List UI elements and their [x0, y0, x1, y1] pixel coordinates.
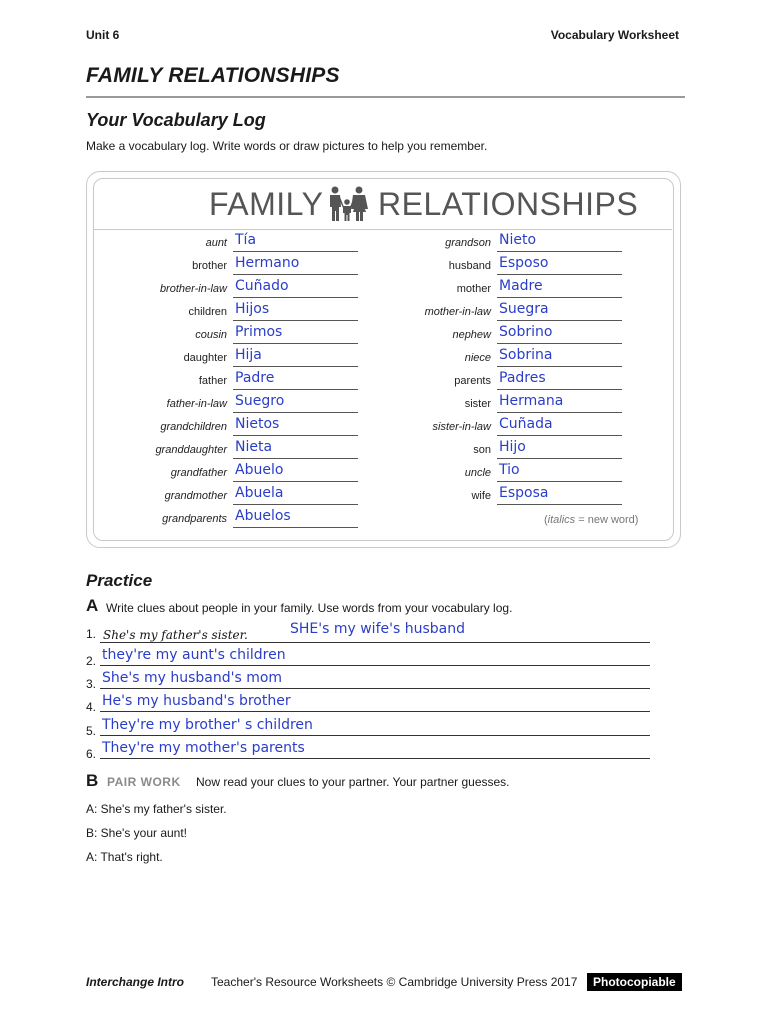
clue-line: [100, 665, 650, 666]
vocab-answer[interactable]: Hijo: [499, 439, 526, 455]
vocab-word: grandchildren: [160, 421, 227, 433]
clue-number: 4.: [86, 700, 97, 714]
vocab-answer[interactable]: Madre: [499, 278, 543, 294]
clue-row: [86, 693, 650, 717]
vocab-answer[interactable]: Suegra: [499, 301, 549, 317]
vocab-answer[interactable]: Cuñada: [499, 416, 553, 432]
clue-row: [86, 621, 650, 648]
clue-answer[interactable]: She's my husband's mom: [102, 670, 283, 686]
vocab-answer[interactable]: Nieto: [499, 232, 537, 248]
clue-number: 1.: [86, 627, 97, 641]
vocab-answer[interactable]: Abuela: [235, 485, 284, 501]
vocab-answer[interactable]: Tio: [499, 462, 520, 478]
answer-line: [497, 320, 622, 321]
clue-line: [100, 735, 650, 736]
vocab-answer[interactable]: Esposo: [499, 255, 549, 271]
vocab-word: parents: [454, 375, 491, 387]
vocab-row: [0, 254, 768, 276]
unit-label: Unit 6: [86, 28, 120, 42]
clue-line: [100, 711, 650, 712]
footer-book-title: Interchange Intro: [86, 975, 185, 989]
vocab-word: brother: [192, 260, 227, 272]
clue-example: She's my father's sister.: [103, 628, 248, 642]
answer-line: [497, 412, 622, 413]
answer-line: [497, 435, 622, 436]
vocab-word: nephew: [452, 329, 491, 341]
vocab-answer[interactable]: Padres: [499, 370, 546, 386]
vocab-answer[interactable]: Padre: [235, 370, 275, 386]
clue-row: [86, 740, 650, 764]
vocab-answer[interactable]: Sobrina: [499, 347, 553, 363]
vocab-word: wife: [471, 490, 491, 502]
practice-heading: Practice: [86, 571, 153, 590]
answer-line: [497, 251, 622, 252]
vocab-answer[interactable]: Hijos: [235, 301, 270, 317]
vocab-row: [0, 415, 768, 437]
exercise-b-letter: B: [86, 771, 99, 790]
vocab-word: cousin: [195, 329, 227, 341]
answer-line: [233, 527, 358, 528]
clue-answer[interactable]: SHE's my wife's husband: [290, 621, 465, 637]
clue-number: 5.: [86, 724, 97, 738]
worksheet-label: Vocabulary Worksheet: [550, 28, 679, 42]
vocab-word: husband: [448, 260, 491, 272]
title-divider: [86, 96, 685, 98]
vocab-row: [0, 461, 768, 483]
banner-divider: [94, 229, 672, 230]
vocab-word: daughter: [183, 352, 227, 364]
vocab-answer[interactable]: Abuelos: [235, 508, 291, 524]
clue-number: 6.: [86, 747, 97, 761]
vocab-word: father-in-law: [166, 398, 227, 410]
vocab-word: niece: [464, 352, 491, 364]
vocab-word: grandmother: [164, 490, 227, 502]
vocab-log-instructions: Make a vocabulary log. Write words or draw pictures to help you remember.: [86, 139, 488, 153]
vocab-word: grandson: [445, 237, 491, 249]
vocab-answer[interactable]: Tía: [235, 232, 257, 248]
vocab-word: mother-in-law: [424, 306, 491, 318]
footer-credit: Teacher's Resource Worksheets © Cambridge University Press 2017: [211, 975, 578, 989]
answer-line: [497, 343, 622, 344]
vocab-row: [0, 484, 768, 506]
vocab-row: [0, 300, 768, 322]
vocab-row: [0, 392, 768, 414]
photocopiable-badge: Photocopiable: [587, 973, 682, 991]
vocab-row: [0, 346, 768, 368]
clue-line: [100, 758, 650, 759]
dialogue-line: A: She's my father's sister.: [86, 802, 227, 816]
vocab-answer[interactable]: Hermano: [235, 255, 300, 271]
vocab-answer[interactable]: Cuñado: [235, 278, 289, 294]
exercise-a-letter: A: [86, 596, 99, 615]
vocab-answer[interactable]: Nietos: [235, 416, 280, 432]
family-icon: [326, 186, 368, 222]
vocab-row: [0, 277, 768, 299]
italics-note: (italics = new word): [544, 514, 639, 526]
vocab-answer[interactable]: Suegro: [235, 393, 285, 409]
clue-answer[interactable]: He's my husband's brother: [102, 693, 291, 709]
vocab-word: son: [473, 444, 491, 456]
italics-word: italics: [547, 514, 576, 526]
vocab-word: children: [188, 306, 227, 318]
clue-answer[interactable]: they're my aunt's children: [102, 647, 286, 663]
clue-line: [100, 642, 650, 643]
vocab-word: mother: [456, 283, 491, 295]
vocab-word: grandparents: [162, 513, 227, 525]
dialogue-line: B: She's your aunt!: [86, 826, 188, 840]
clue-number: 2.: [86, 654, 97, 668]
page-title: FAMILY RELATIONSHIPS: [86, 64, 340, 87]
clue-line: [100, 688, 650, 689]
vocab-row: [0, 231, 768, 253]
pair-work-label: PAIR WORK: [107, 775, 181, 789]
vocab-answer[interactable]: Abuelo: [235, 462, 284, 478]
clue-number: 3.: [86, 677, 97, 691]
vocab-answer[interactable]: Sobrino: [499, 324, 553, 340]
answer-line: [497, 389, 622, 390]
clue-answer[interactable]: They're my mother's parents: [102, 740, 305, 756]
clue-answer[interactable]: They're my brother' s children: [102, 717, 313, 733]
exercise-a-instructions: Write clues about people in your family. Use words from your vocabulary log.: [106, 601, 513, 615]
answer-line: [497, 274, 622, 275]
vocab-word: sister: [464, 398, 491, 410]
answer-line: [497, 366, 622, 367]
answer-line: [497, 481, 622, 482]
vocab-word: aunt: [205, 237, 227, 249]
dialogue-line: A: That's right.: [86, 850, 163, 864]
answer-line: [497, 458, 622, 459]
vocab-word: sister-in-law: [432, 421, 491, 433]
vocab-word: uncle: [464, 467, 491, 479]
vocab-answer[interactable]: Primos: [235, 324, 283, 340]
vocab-word: brother-in-law: [159, 283, 227, 295]
vocab-row: [0, 507, 768, 529]
exercise-b-instructions: Now read your clues to your partner. Your partner guesses.: [196, 775, 510, 789]
vocab-word: grandfather: [170, 467, 227, 479]
vocab-answer[interactable]: Esposa: [499, 485, 549, 501]
vocab-word: father: [198, 375, 227, 387]
vocab-row: [0, 323, 768, 345]
vocab-answer[interactable]: Hija: [235, 347, 262, 363]
answer-line: [497, 504, 622, 505]
banner-relationships-text: RELATIONSHIPS: [378, 186, 639, 222]
vocab-row: [0, 438, 768, 460]
vocab-row: [0, 369, 768, 391]
answer-line: [497, 297, 622, 298]
vocab-answer[interactable]: Hermana: [499, 393, 564, 409]
clue-row: [86, 670, 650, 694]
vocab-word: granddaughter: [155, 444, 227, 456]
vocab-log-heading: Your Vocabulary Log: [86, 110, 266, 130]
banner-family-text: FAMILY: [209, 186, 324, 222]
clue-row: [86, 647, 650, 671]
vocab-answer[interactable]: Nieta: [235, 439, 273, 455]
clue-row: [86, 717, 650, 741]
